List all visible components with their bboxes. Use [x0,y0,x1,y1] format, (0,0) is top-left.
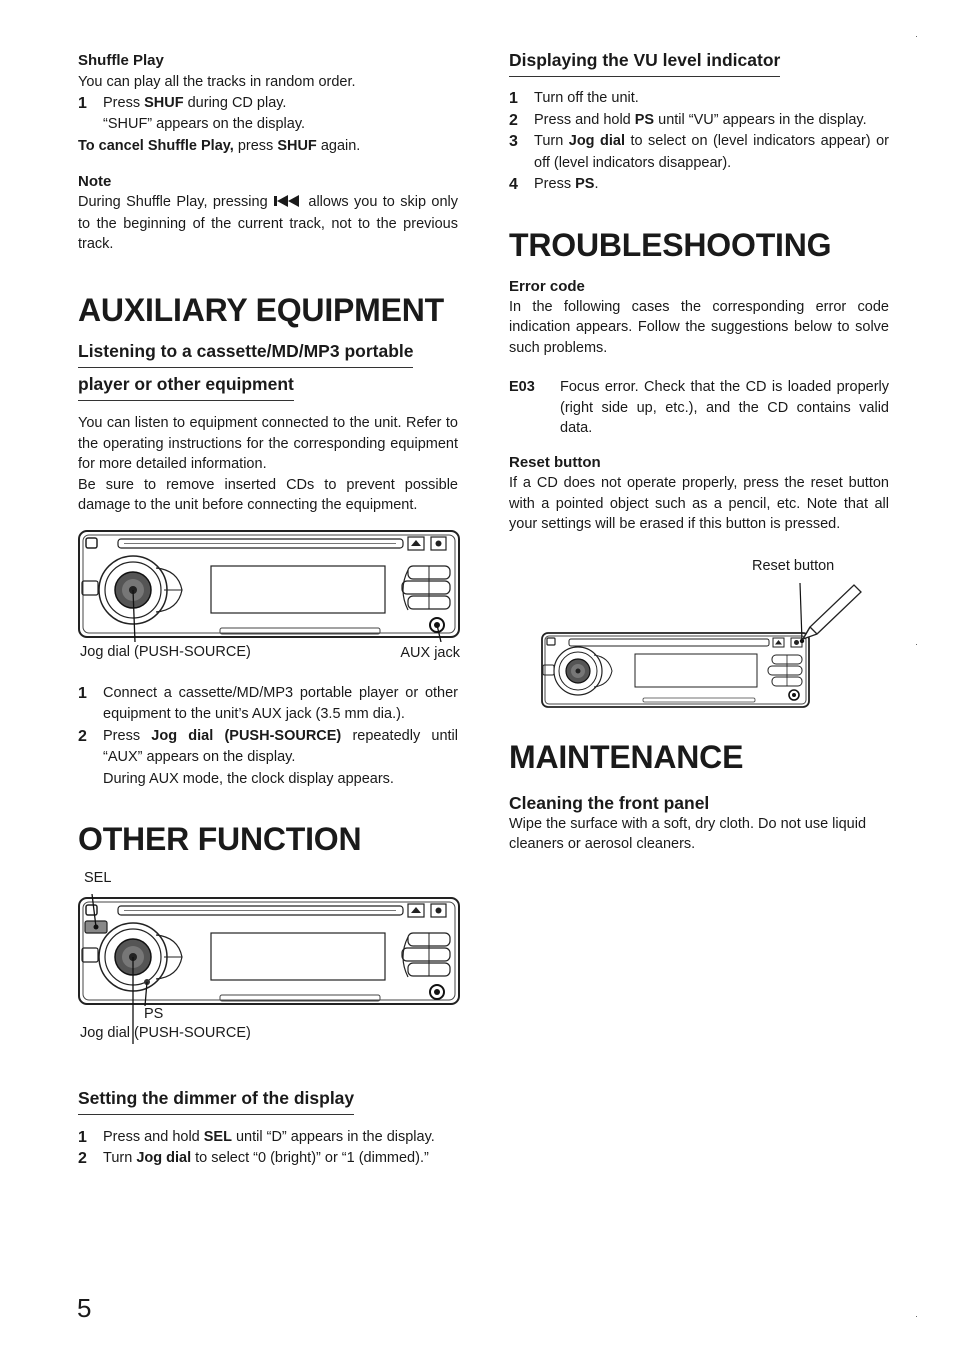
aux-step-2-cont: During AUX mode, the clock display appears. [103,770,394,787]
car-stereo-illustration [78,894,460,1044]
reset-button-label: Reset button [752,557,835,574]
vu-step-3: 3 Turn Jog dial to select on (level indicators appear) or off (level indicators disappear). [509,131,889,174]
dimmer-step-1: 1 Press and hold SEL until “D” appears in the display. [78,1127,458,1149]
sel-label: SEL [84,869,112,886]
vu-heading: Displaying the VU level indicator [509,44,780,77]
vu-step-4: 4 Press PS. [509,174,889,196]
right-column [509,48,889,855]
shuffle-heading: Shuffle Play [78,52,164,69]
aux-para1: You can listen to equipment connected to the unit. Refer to the operating instructions for the corresponding equipment for more detailed information. [78,414,458,473]
dimmer-step-2: 2 Turn Jog dial to select “0 (bright)” or “1 (dimmed).” [78,1148,458,1170]
jog-dial-label: Jog dial (PUSH-SOURCE) [80,1024,251,1041]
shuffle-cancel: To cancel Shuffle Play, press SHUF again. [78,137,361,154]
error-code: E03 [509,379,535,396]
aux-subheading-line2: player or other equipment [78,368,294,401]
troubleshooting-title: TROUBLESHOOTING [509,226,832,263]
car-stereo-illustration [78,530,460,642]
aux-subheading-line1: Listening to a cassette/MD/MP3 portable [78,335,413,368]
note-text: During Shuffle Play, pressing allows you to skip only to the beginning of the current track, not to the previous track. [78,194,458,253]
step-number: 2 [78,727,87,745]
error-code-intro: In the following cases the corresponding error code indication appears. Follow the suggestions below to solve such problems. [509,298,889,356]
step-number: 1 [509,90,518,107]
note-heading: Note [78,173,112,191]
error-e03 [509,377,889,439]
aux-jack-label: AUX jack [400,644,460,661]
step-number: 1 [78,94,87,112]
step-number: 2 [509,111,518,129]
dimmer-heading: Setting the dimmer of the display [78,1082,354,1115]
reset-figure [509,555,889,707]
step-number: 1 [78,684,87,702]
aux-title: AUXILIARY EQUIPMENT [78,291,445,328]
aux-para2: Be sure to remove inserted CDs to prevent possible damage to the unit before connecting the equipment. [78,476,458,514]
vu-step-2: 2 Press and hold PS until “VU” appears in the display. [509,110,889,132]
ps-label: PS [144,1005,164,1022]
vu-step-1: 1 Turn off the unit. [509,88,889,110]
reset-heading: Reset button [509,454,601,472]
car-stereo-illustration [539,579,891,709]
other-title: OTHER FUNCTION [78,820,362,857]
aux-figure [78,530,458,672]
shuffle-intro: You can play all the tracks in random order. [78,74,356,90]
shuffle-step-1: 1 Press SHUF during CD play. [78,93,458,115]
aux-step-2: 2 Press Jog dial (PUSH-SOURCE) repeatedly until “AUX” appears on the display. [78,726,458,769]
step-number: 3 [509,133,518,150]
jog-dial-label: Jog dial (PUSH-SOURCE) [80,643,251,660]
shuffle-step-1-cont: “SHUF” appears on the display. [103,116,306,133]
step-number: 1 [78,1128,87,1146]
cleaning-text: Wipe the surface with a soft, dry cloth. Do not use liquid cleaners or aerosol cleaners. [509,815,867,853]
skip-back-icon [273,193,303,214]
maintenance-title: MAINTENANCE [509,738,744,775]
error-code-heading: Error code [509,277,585,295]
left-column [78,48,458,1170]
error-description: Focus error. Check that the CD is loaded properly (right side up, etc.), and the CD contains valid data. [560,379,889,437]
other-figure [78,870,458,1056]
cleaning-heading: Cleaning the front panel [509,792,710,813]
aux-step-1: 1 Connect a cassette/MD/MP3 portable player or other equipment to the unit’s AUX jack (3.5 mm dia.). [78,683,458,726]
page-number: 5 [77,1293,92,1323]
reset-text: If a CD does not operate properly, press the reset button with a pointed object such as a pencil, etc. Note that all your settings will be erased if this button is pressed. [509,475,889,533]
step-number: 4 [509,176,518,193]
step-number: 2 [78,1150,87,1168]
